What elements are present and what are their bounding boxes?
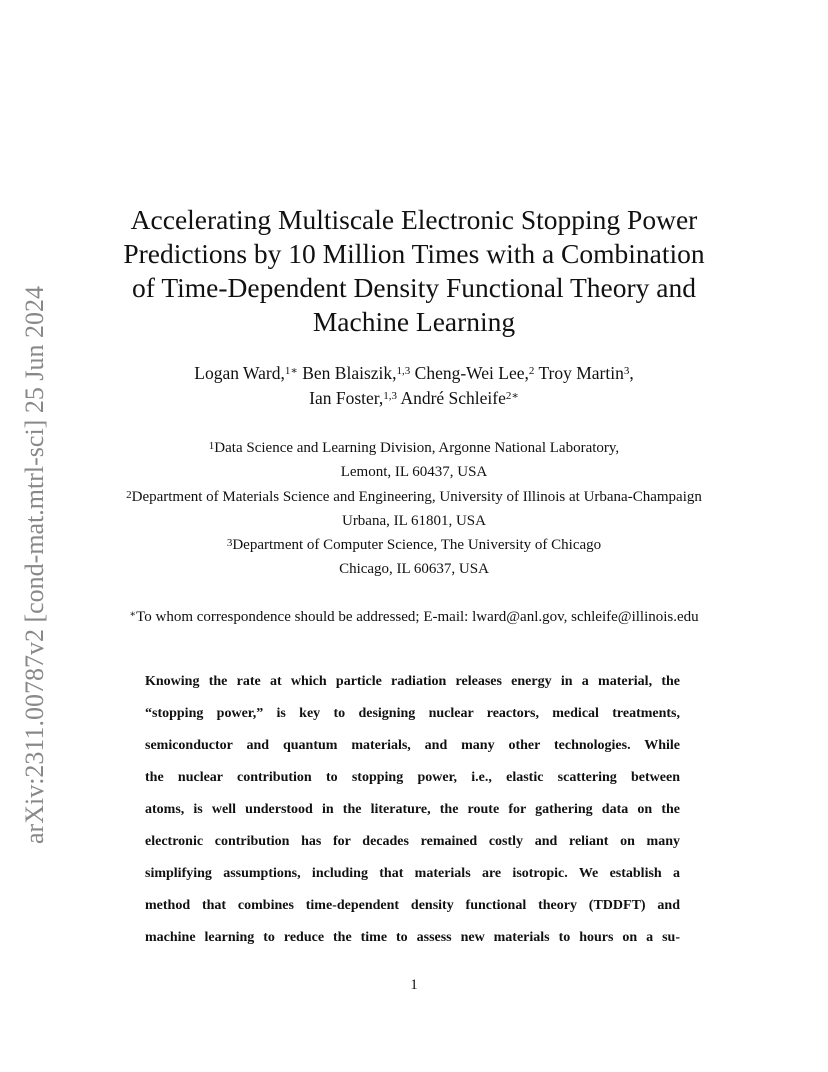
author-list <box>100 361 728 411</box>
affiliation-line <box>90 485 738 509</box>
abstract-line: Knowing the rate at which particle radiation releases energy in a material, the <box>145 674 680 689</box>
author-affiliation-mark: 3 <box>623 365 630 377</box>
correspondence-text: To whom correspondence should be addressed; E-mail: lward@anl.gov, schleife@illinois.edu <box>136 609 699 625</box>
paper-title <box>80 203 748 339</box>
abstract <box>145 666 680 954</box>
author-name: Troy Martin <box>534 363 624 383</box>
author-affiliation-mark: 2 <box>528 365 535 377</box>
author-name: Ben Blaiszik, <box>297 363 397 383</box>
title-line: of Time-Dependent Density Functional Theory and <box>132 272 696 303</box>
affiliation-line <box>90 509 738 533</box>
affiliation-text: Chicago, IL 60637, USA <box>339 561 489 578</box>
author-affiliation-mark: 1,3 <box>383 390 398 402</box>
affiliation-number: 2 <box>126 488 132 501</box>
abstract-line: “stopping power,” is key to designing nuclear reactors, medical treatments, <box>145 706 680 721</box>
affiliation-text: Urbana, IL 61801, USA <box>341 512 486 529</box>
abstract-line: the nuclear contribution to stopping power, i.e., elastic scattering between <box>145 770 680 785</box>
abstract-line: machine learning to reduce the time to assess new materials to hours on a su- <box>145 930 680 945</box>
correspondence-mark: ∗ <box>129 609 137 620</box>
author-name: Logan Ward, <box>194 363 285 383</box>
author-line <box>100 386 728 411</box>
abstract-line: simplifying assumptions, including that materials are isotropic. We establish a <box>145 866 680 881</box>
author-separator: , <box>629 363 634 383</box>
abstract-line: method that combines time-dependent density functional theory (TDDFT) and <box>145 898 680 913</box>
title-line: Machine Learning <box>312 306 516 337</box>
abstract-line: atoms, is well understood in the literature, the route for gathering data on the <box>145 802 680 817</box>
page-number: 1 <box>410 977 418 993</box>
affiliation-text: Lemont, IL 60437, USA <box>340 464 488 481</box>
affiliation-line <box>90 460 738 484</box>
affiliation-number: 1 <box>208 440 215 452</box>
author-line <box>100 361 728 386</box>
author-name: Ian Foster, <box>309 388 384 408</box>
affiliation-text: Department of Materials Science and Engineering, University of Illinois at Urbana-Champaign <box>131 488 702 505</box>
author-affiliation-mark: 1,3 <box>396 365 411 377</box>
arxiv-identifier-stamp: arXiv:2311.00787v2 [cond-mat.mtrl-sci] 25 Jun 2024 <box>20 286 49 844</box>
affiliation-text: Data Science and Learning Division, Argonne National Laboratory, <box>214 440 620 456</box>
correspondence-note <box>90 606 738 628</box>
affiliation-list <box>90 436 738 582</box>
affiliation-line <box>90 436 738 460</box>
title-line: Accelerating Multiscale Electronic Stopping Power <box>130 204 698 235</box>
affiliation-number: 3 <box>226 537 233 550</box>
affiliation-text: Department of Computer Science, The University of Chicago <box>232 537 602 554</box>
author-affiliation-mark: 1∗ <box>284 365 298 377</box>
abstract-line: semiconductor and quantum materials, and many other technologies. While <box>145 738 680 753</box>
affiliation-line <box>90 533 738 557</box>
author-name: André Schleife <box>397 388 506 408</box>
abstract-line: electronic contribution has for decades remained costly and reliant on many <box>145 834 680 849</box>
author-name: Cheng-Wei Lee, <box>410 363 529 383</box>
affiliation-line <box>90 557 738 581</box>
title-line: Predictions by 10 Million Times with a Combination <box>123 238 705 269</box>
author-affiliation-mark: 2∗ <box>505 390 519 402</box>
